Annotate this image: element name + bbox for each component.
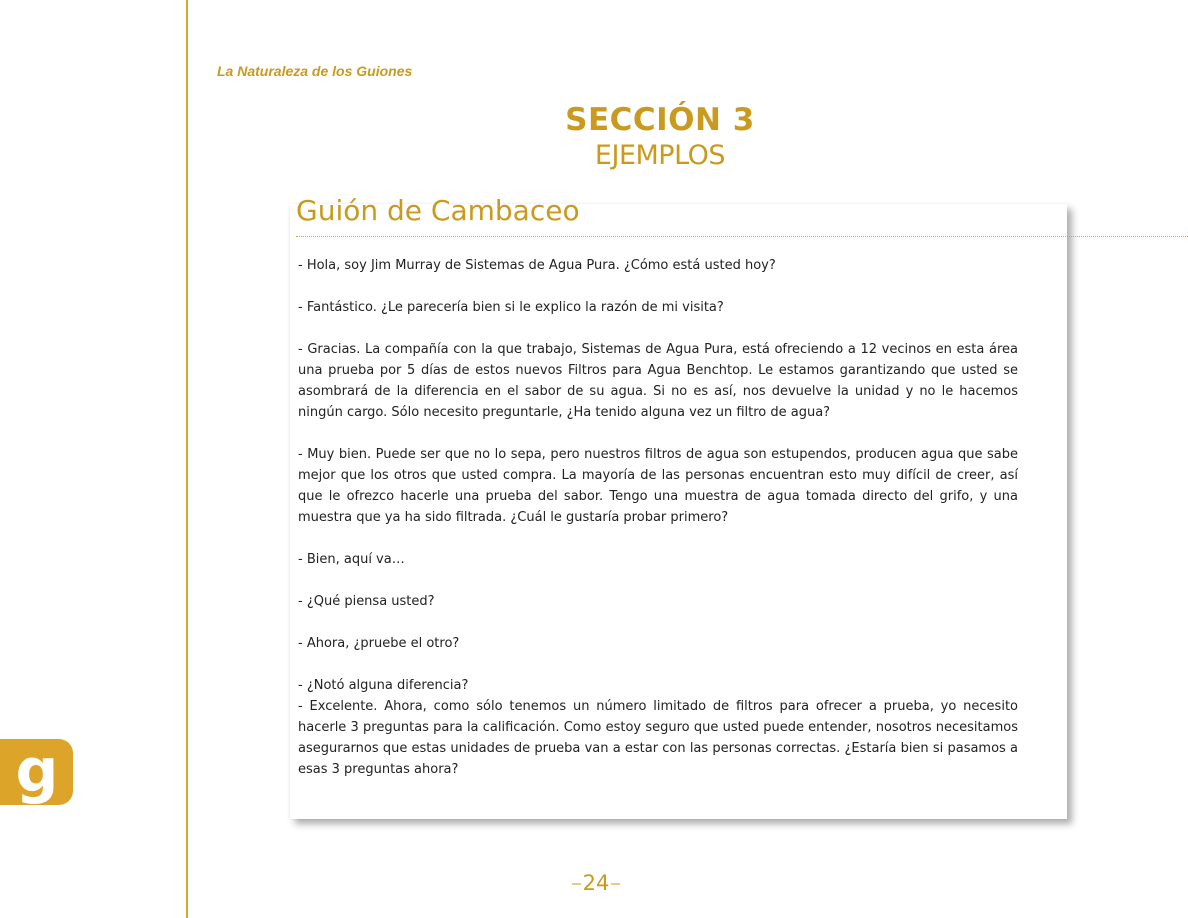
brand-logo [0,739,73,805]
card-title: Guión de Cambaceo [296,194,580,227]
page-number-text: 24 [582,871,610,895]
page-number [560,869,632,900]
paragraph-thanks: - Gracias. La compañía con la que trabajo, Sistemas de Agua Pura, está ofreciendo a 12 vecinos en esta área una prueba por 5 días de estos nuevos Filtros para Agua Benchtop. Le estamos garantizando que usted se asombrará de la diferencia en el sabor de su agua. Si no es así, nos devuelve la unidad y no le hacemos ningún cargo. Sólo necesito preguntarle, ¿Ha tenido alguna vez un filtro de agua? [298,342,1018,420]
paragraph-greeting: - Hola, soy Jim Murray de Sistemas de Agua Pura. ¿Cómo está usted hoy? [298,258,776,273]
paragraph-very-well: - Muy bien. Puede ser que no lo sepa, pero nuestros filtros de agua son estupendos, producen agua que sabe mejor que los otros que usted compra. La mayoría de las personas encuentran esto muy difícil de creer, así que le ofrezco hacerle una prueba del sabor. Tengo una muestra de agua tomada directo del grifo, y una muestra que ya ha sido filtrada. ¿Cuál le gustaría probar primero? [298,447,1018,525]
dotted-divider [296,236,1188,237]
paragraph-excellent: - Excelente. Ahora, como sólo tenemos un número limitado de filtros para ofrecer a prueba, yo necesito hacerle 3 preguntas para la calificación. Como estoy seguro que usted puede entender, nosotros necesitamos asegurarnos que estas unidades de prueba van a estar con las personas correctas. ¿Estaría bien si pasamos a esas 3 preguntas ahora? [298,699,1018,777]
paragraph-here-goes: - Bien, aquí va… [298,552,405,567]
section-title: SECCIÓN 3 [565,102,755,138]
logo-letter: g [15,739,59,805]
page-number-glyphs [560,869,632,895]
section-subtitle: EJEMPLOS [594,140,726,171]
paragraph-try-other: - Ahora, ¿pruebe el otro? [298,636,460,651]
paragraph-what-think: - ¿Qué piensa usted? [298,594,435,609]
paragraph-difference: - ¿Notó alguna diferencia? [298,678,469,693]
script-body [298,255,1018,780]
running-head: La Naturaleza de los Guiones [217,63,413,79]
margin-rule [186,0,188,918]
g-logo-icon [0,739,73,805]
paragraph-fantastic: - Fantástico. ¿Le parecería bien si le explico la razón de mi visita? [298,300,724,315]
